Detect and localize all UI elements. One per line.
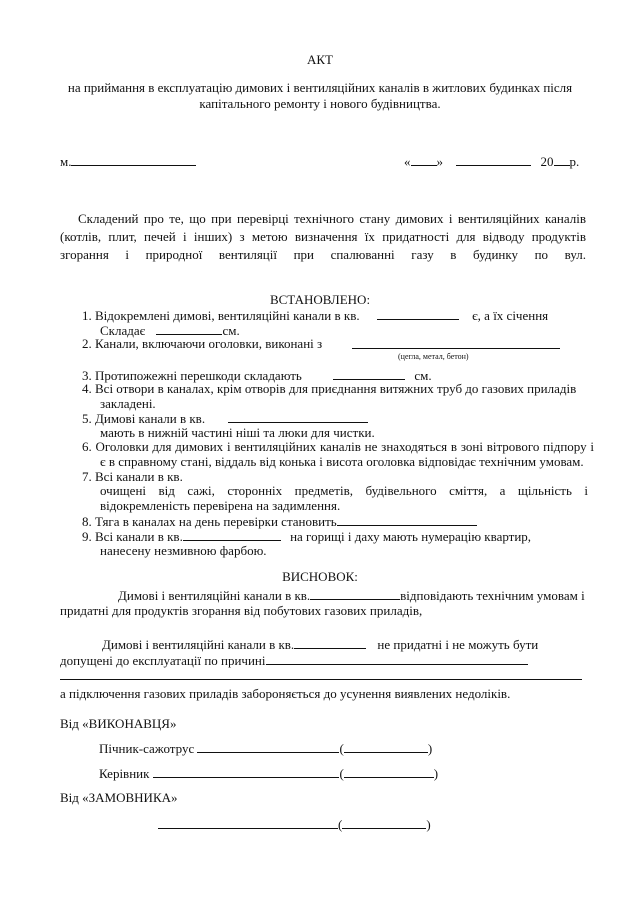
conclusion-p2-apartment-blank[interactable] (294, 636, 366, 649)
customer-name-blank[interactable] (342, 816, 426, 829)
intro-line-2: (котлів, плит, печей і інших) з метою визначення їх придатності для відводу продуктів (60, 229, 586, 244)
item-8-blank[interactable] (337, 513, 477, 526)
conclusion-p1-apartment-blank[interactable] (310, 587, 400, 600)
item-4-line1: 4. Всі отвори в каналах, крім отворів для приєднання витяжних труб до газових приладів (82, 381, 577, 396)
year-blank[interactable] (554, 153, 570, 166)
date-field[interactable] (404, 153, 579, 170)
conclusion-reason-blank-2[interactable] (60, 679, 582, 680)
conclusion-heading: ВИСНОВОК: (282, 569, 358, 584)
item-8-line: 8. Тяга в каналах на день перевірки становить (82, 513, 477, 530)
item-4-line2: закладені. (100, 396, 156, 411)
item-2-material-blank[interactable] (352, 348, 560, 349)
conclusion-reason-blank[interactable] (266, 652, 528, 665)
city-blank[interactable] (71, 153, 196, 166)
customer-signature-blank[interactable] (158, 816, 338, 829)
month-blank[interactable] (456, 153, 531, 166)
stove-maker-name-blank[interactable] (344, 740, 428, 753)
item-1-line1: 1. Відокремлені димові, вентиляційні канали в кв. є, а їх січення (82, 308, 549, 323)
customer-signature: ( ) (158, 816, 431, 833)
day-blank[interactable] (411, 153, 437, 166)
conclusion-p2-line1: Димові і вентиляційні канали в кв. не придатні і не можуть бути (102, 637, 539, 652)
item-3-blank[interactable] (333, 367, 405, 380)
conclusion-p3: а підключення газових приладів забороняється до усунення виявлених недоліків. (60, 686, 511, 701)
customer-label: Від «ЗАМОВНИКА» (60, 790, 178, 805)
item-2-hint: (цегла, метал, бетон) (398, 352, 469, 361)
head-signature-blank[interactable] (153, 765, 339, 778)
year-prefix: 20 (540, 154, 554, 169)
intro-line-3: згорання і природної вентиляції при спалюванні газу в будинку по вул. (60, 247, 586, 262)
conclusion-p2-line2: допущені до експлуатації по причині (60, 652, 528, 669)
city-prefix: м. (60, 154, 72, 169)
quote-open: « (404, 154, 411, 169)
item-9-blank[interactable] (183, 528, 281, 541)
item-6-line2: є в справному стані, віддаль від конька і висота оголовка відповідає технічним умовам. (100, 454, 584, 469)
stove-maker-signature: Пічник-сажотрус ( ) (99, 741, 433, 756)
stove-maker-signature-blank[interactable] (197, 740, 339, 753)
item-1-line2: Складає см. (100, 323, 240, 338)
conclusion-p1-line1: Димові і вентиляційні канали в кв. відповідають технічним умовам і (118, 588, 585, 603)
item-2-line: 2. Канали, включаючи оголовки, виконані з (82, 336, 323, 351)
item-9-line2: нанесену незмивною фарбою. (100, 543, 267, 558)
city-field[interactable] (60, 153, 196, 170)
item-7-line1: 7. Всі канали в кв. (82, 469, 183, 484)
item-5-blank[interactable] (228, 410, 368, 423)
year-suffix: р. (569, 154, 580, 169)
quote-close: » (436, 154, 443, 169)
item-9-line1: 9. Всі канали в кв. на горищі і даху мають нумерацію квартир, (82, 529, 532, 544)
item-1-apartment-blank[interactable] (377, 307, 459, 320)
item-5-line1: 5. Димові канали в кв. (82, 410, 368, 427)
item-7-line3: відокремленість перевірена на задимлення. (100, 498, 341, 513)
item-7-line2: очищені від сажі, сторонніх предметів, будівельного сміття, а щільність і (100, 483, 588, 498)
document-title: АКТ (307, 52, 333, 67)
item-6-line1: 6. Оголовки для димових і вентиляційних каналів не знаходяться в зоні вітрового підпору і (82, 439, 594, 454)
intro-line-1: Складений про те, що при перевірці технічного стану димових і вентиляційних каналів (78, 211, 586, 226)
head-signature: Керівник ( ) (99, 766, 439, 781)
document-subtitle-line2: капітального ремонту і нового будівництва. (199, 96, 441, 111)
item-5-line2: мають в нижній частині ніші та люки для чистки. (100, 425, 375, 440)
head-name-blank[interactable] (344, 765, 434, 778)
document-subtitle-line1: на приймання в експлуатацію димових і вентиляційних каналів в житлових будинках після (67, 80, 573, 95)
established-heading: ВСТАНОВЛЕНО: (269, 292, 371, 307)
contractor-label: Від «ВИКОНАВЦЯ» (60, 716, 177, 731)
item-3-line: 3. Протипожежні перешкоди складають см. (82, 368, 432, 383)
item-1-section-blank[interactable] (156, 322, 222, 335)
conclusion-p1-line2: придатні для продуктів згорання від побутових газових приладів, (60, 603, 423, 618)
